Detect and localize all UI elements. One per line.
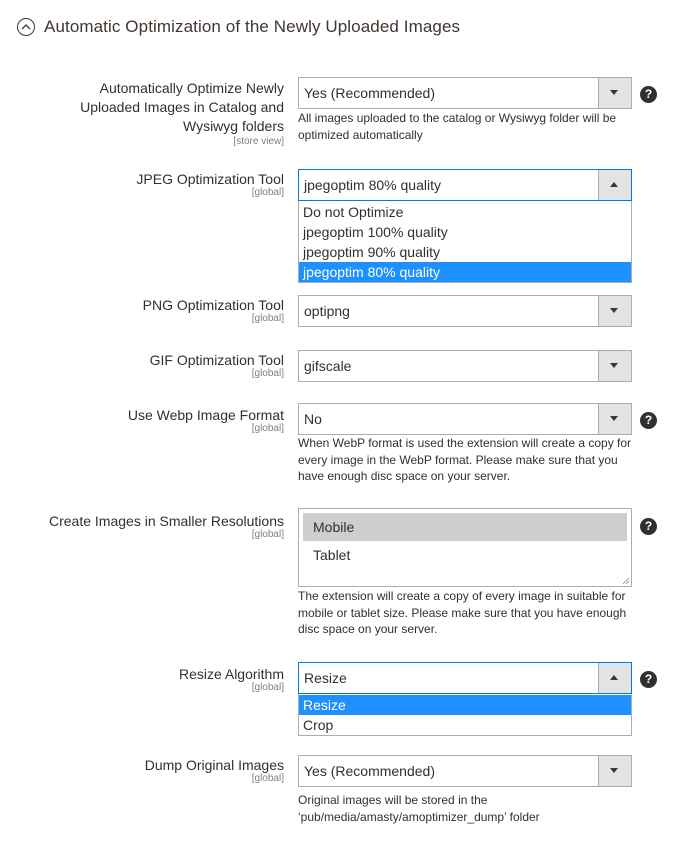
resize-algo-scope: [global]: [251, 682, 284, 693]
help-icon[interactable]: ?: [640, 412, 657, 429]
chevron-down-icon: [610, 363, 618, 368]
help-icon[interactable]: ?: [640, 86, 657, 103]
resize-grip-icon[interactable]: [622, 577, 630, 585]
dump-original-note-line: ‘pub/media/amasty/amoptimizer_dump’ folder: [298, 809, 540, 824]
dump-original-note: [298, 792, 634, 825]
auto-optimize-label: [10, 79, 284, 136]
collapse-chevron-icon[interactable]: [17, 18, 35, 36]
help-icon[interactable]: ?: [640, 518, 657, 535]
dropdown-option[interactable]: Do not Optimize: [303, 204, 404, 220]
resize-algo-value: Resize: [304, 670, 347, 686]
dropdown-option[interactable]: Crop: [303, 717, 334, 733]
jpeg-tool-select[interactable]: [298, 169, 632, 201]
chevron-down-icon: [610, 90, 618, 95]
webp-select[interactable]: [298, 403, 632, 435]
gif-tool-select[interactable]: [298, 350, 632, 382]
webp-value: No: [304, 411, 322, 427]
dropdown-option[interactable]: jpegoptim 90% quality: [303, 244, 440, 260]
multiselect-option-selected[interactable]: Mobile: [303, 513, 627, 541]
dropdown-option[interactable]: jpegoptim 100% quality: [303, 224, 448, 240]
auto-optimize-value: Yes (Recommended): [304, 85, 435, 101]
dropdown-arrow[interactable]: [598, 170, 631, 200]
resize-algo-label: Resize Algorithm: [178, 666, 284, 682]
chevron-up-icon: [610, 182, 618, 187]
resize-algo-select[interactable]: [298, 662, 632, 694]
auto-optimize-label-line: Wysiwyg folders: [182, 118, 284, 134]
auto-optimize-label-line: Uploaded Images in Catalog and: [80, 99, 284, 115]
webp-label: Use Webp Image Format: [127, 407, 284, 423]
gif-tool-scope: [global]: [251, 368, 284, 379]
dump-original-note-line: Original images will be stored in the: [298, 793, 488, 807]
section-header[interactable]: [17, 14, 460, 40]
chevron-down-icon: [610, 308, 618, 313]
png-tool-scope: [global]: [251, 313, 284, 324]
dropdown-option-selected[interactable]: jpegoptim 80% quality: [299, 262, 631, 282]
auto-optimize-select[interactable]: [298, 77, 632, 109]
webp-scope: [global]: [251, 423, 284, 434]
chevron-up-icon: [610, 675, 618, 680]
smaller-res-multiselect[interactable]: [298, 508, 632, 587]
dump-original-scope: [global]: [251, 773, 284, 784]
smaller-res-label: Create Images in Smaller Resolutions: [49, 513, 284, 529]
dropdown-arrow[interactable]: [598, 756, 631, 786]
chevron-down-icon: [610, 768, 618, 773]
dropdown-arrow[interactable]: [598, 78, 631, 108]
smaller-res-scope: [global]: [251, 529, 284, 540]
dropdown-arrow[interactable]: [598, 351, 631, 381]
gif-tool-value: gifscale: [304, 358, 352, 374]
dump-original-label: Dump Original Images: [144, 757, 284, 773]
png-tool-select[interactable]: [298, 295, 632, 327]
auto-optimize-label-line: Automatically Optimize Newly: [99, 80, 284, 96]
auto-optimize-scope: [store view]: [233, 136, 284, 147]
gif-tool-label: GIF Optimization Tool: [149, 352, 284, 368]
smaller-res-note: The extension will create a copy of every image in suitable for mobile or tablet size. Please make sure that you have enough disc space on your server.: [298, 589, 627, 636]
multiselect-option[interactable]: Tablet: [313, 547, 351, 563]
dropdown-arrow[interactable]: [598, 663, 631, 693]
help-icon[interactable]: ?: [640, 671, 657, 688]
jpeg-tool-label: JPEG Optimization Tool: [136, 171, 284, 187]
resize-algo-dropdown: [298, 694, 632, 736]
jpeg-tool-value: jpegoptim 80% quality: [304, 177, 441, 193]
section-title: Automatic Optimization of the Newly Uploaded Images: [44, 17, 461, 36]
dropdown-arrow[interactable]: [598, 404, 631, 434]
dump-original-select[interactable]: [298, 755, 632, 787]
chevron-down-icon: [610, 416, 618, 421]
auto-optimize-note: All images uploaded to the catalog or Wysiwyg folder will be optimized automatically: [298, 111, 617, 142]
webp-note: When WebP format is used the extension will create a copy for every image in the WebP format. Please make sure that you have enough disc space on your server.: [298, 436, 632, 483]
jpeg-tool-dropdown: [298, 201, 632, 283]
png-tool-value: optipng: [304, 303, 350, 319]
dropdown-arrow[interactable]: [598, 296, 631, 326]
dump-original-value: Yes (Recommended): [304, 763, 435, 779]
jpeg-tool-scope: [global]: [251, 187, 284, 198]
png-tool-label: PNG Optimization Tool: [142, 297, 284, 313]
dropdown-option-selected[interactable]: Resize: [299, 695, 631, 715]
